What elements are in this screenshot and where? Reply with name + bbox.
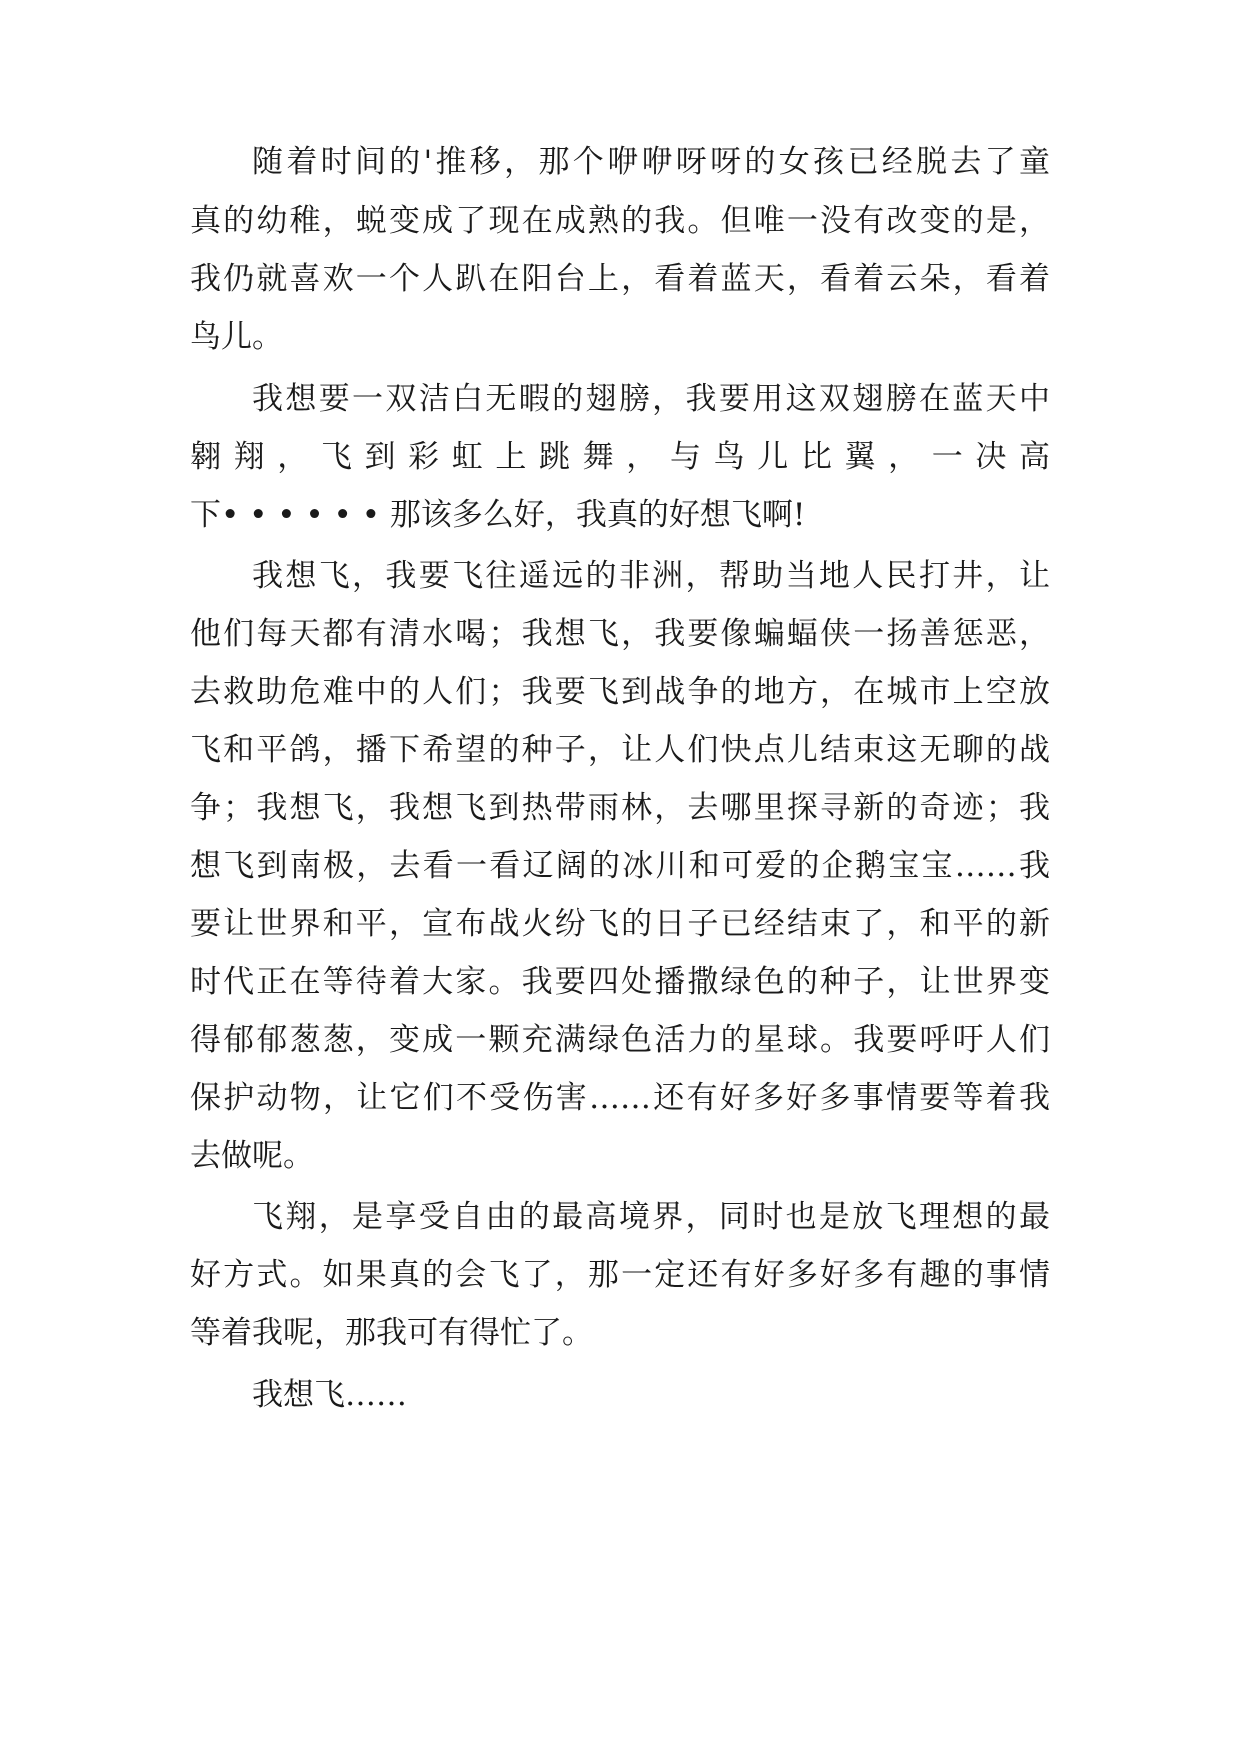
paragraph-3-line-4: 飞和平鸽，播下希望的种子，让人们快点儿结束这无聊的战 — [190, 732, 1050, 768]
paragraph-1-line-2: 真的幼稚，蜕变成了现在成熟的我。但唯一没有改变的是， — [190, 203, 1050, 239]
paragraph-1-line-4: 鸟儿。 — [190, 319, 283, 355]
paragraph-5-line-1: 我想飞…… — [252, 1377, 407, 1413]
paragraph-3-line-8: 时代正在等待着大家。我要四处播撒绿色的种子，让世界变 — [190, 964, 1050, 1000]
paragraph-3-line-10: 保护动物，让它们不受伤害……还有好多好多事情要等着我 — [190, 1080, 1050, 1116]
paragraph-2-line-3: 下• • • • • • 那该多么好，我真的好想飞啊! — [190, 497, 806, 533]
paragraph-3-line-3: 去救助危难中的人们；我要飞到战争的地方，在城市上空放 — [190, 674, 1050, 710]
paragraph-1-line-1: 随着时间的'推移，那个咿咿呀呀的女孩已经脱去了童 — [252, 144, 1050, 180]
paragraph-3-line-9: 得郁郁葱葱，变成一颗充满绿色活力的星球。我要呼吁人们 — [190, 1022, 1050, 1058]
paragraph-4-line-1: 飞翔，是享受自由的最高境界，同时也是放飞理想的最 — [252, 1199, 1050, 1235]
paragraph-3-line-2: 他们每天都有清水喝；我想飞，我要像蝙蝠侠一扬善惩恶， — [190, 616, 1050, 652]
paragraph-2-line-1: 我想要一双洁白无暇的翅膀，我要用这双翅膀在蓝天中 — [252, 381, 1050, 417]
paragraph-4-line-2: 好方式。如果真的会飞了，那一定还有好多好多有趣的事情 — [190, 1257, 1050, 1293]
paragraph-1-line-3: 我仍就喜欢一个人趴在阳台上，看着蓝天，看着云朵，看着 — [190, 261, 1050, 297]
paragraph-3-line-11: 去做呢。 — [190, 1138, 314, 1174]
paragraph-3-line-5: 争；我想飞，我想飞到热带雨林，去哪里探寻新的奇迹；我 — [190, 790, 1050, 826]
paragraph-3-line-7: 要让世界和平，宣布战火纷飞的日子已经结束了，和平的新 — [190, 906, 1050, 942]
paragraph-4-line-3: 等着我呢，那我可有得忙了。 — [190, 1315, 593, 1351]
paragraph-3-line-1: 我想飞，我要飞往遥远的非洲，帮助当地人民打井，让 — [252, 558, 1050, 594]
paragraph-3-line-6: 想飞到南极，去看一看辽阔的冰川和可爱的企鹅宝宝……我 — [190, 848, 1050, 884]
paragraph-2-line-2: 翱 翔 ， 飞 到 彩 虹 上 跳 舞 ， 与 鸟 儿 比 翼 ， 一 决 高 — [190, 439, 1050, 475]
